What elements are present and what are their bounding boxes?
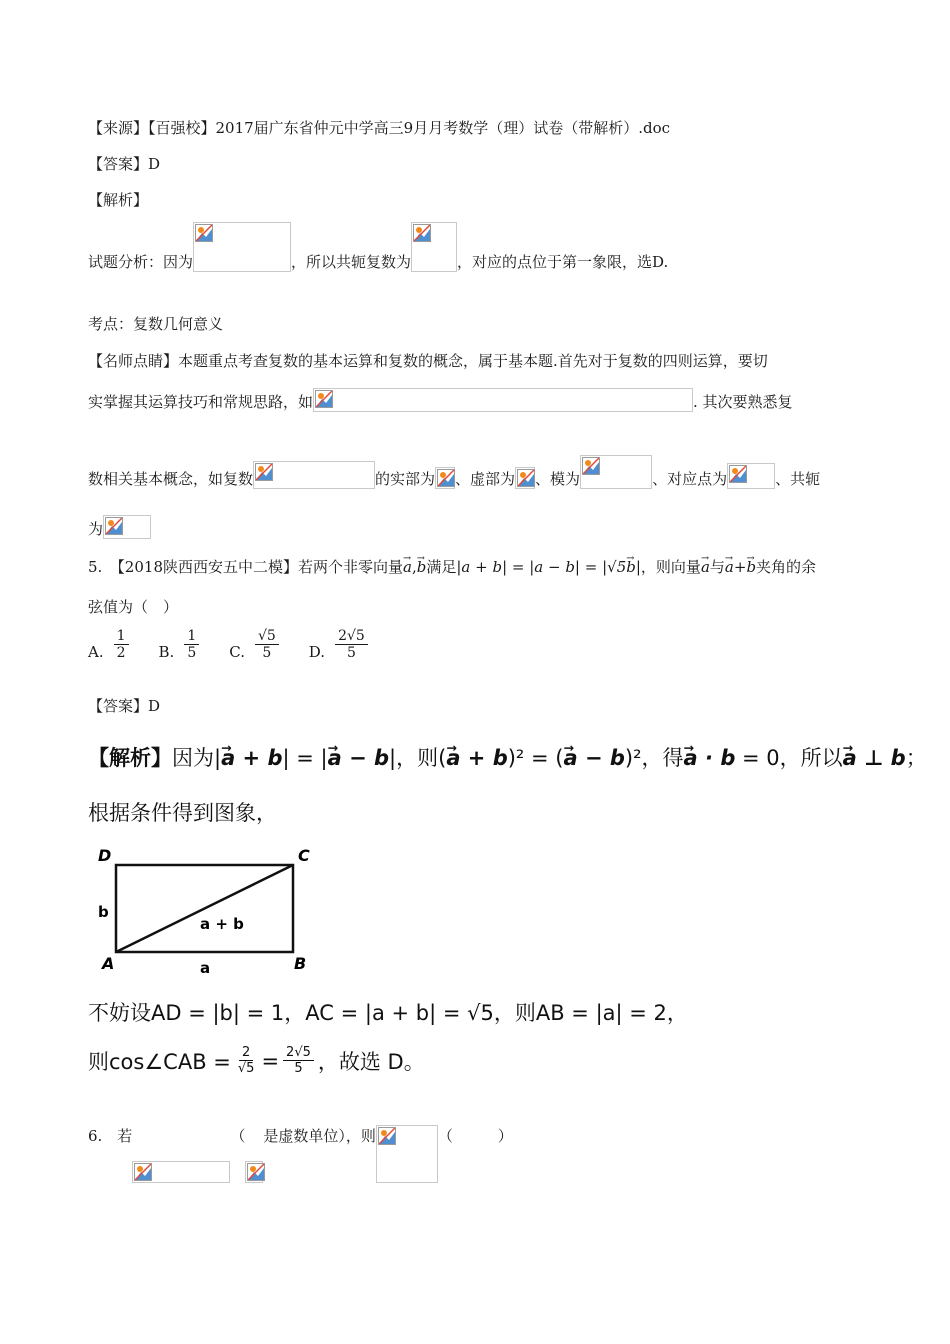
kaodian-line: 考点：复数几何意义 bbox=[88, 315, 224, 333]
label-d: D bbox=[98, 846, 112, 865]
frac-2sqrt5-over-5: $\frac{2√5}{5}$ bbox=[283, 1045, 314, 1076]
rectangle-diagram bbox=[92, 845, 332, 980]
analysis-line: 试题分析：因为 ，所以共轭复数为 ，对应的点位于第一象限，选D. bbox=[88, 222, 668, 272]
mingshi-line-4: 为 bbox=[88, 515, 151, 539]
broken-image-icon bbox=[245, 1161, 263, 1183]
broken-image-icon bbox=[313, 388, 693, 412]
option-d-frac: $\frac{2√5}{5}$ bbox=[335, 628, 368, 661]
option-a-frac: $\frac{1}{2}$ bbox=[114, 628, 129, 661]
label-a: A bbox=[102, 954, 115, 973]
option-b-frac: $\frac{1}{5}$ bbox=[184, 628, 199, 661]
option-c-frac: $\frac{√5}{5}$ bbox=[255, 628, 279, 661]
option-b-label: B. bbox=[158, 643, 175, 661]
mingshi-line-2: 实掌握其运算技巧和常规思路，如 . 其次要熟悉复 bbox=[88, 388, 793, 412]
broken-image-icon bbox=[580, 455, 652, 489]
label-b: B bbox=[294, 954, 307, 973]
broken-image-icon bbox=[253, 461, 375, 489]
solution-line-3: 不妨设AD = |b| = 1，AC = |a + b| = √5，则AB = |a| = 2， bbox=[88, 1001, 688, 1025]
broken-image-icon bbox=[435, 467, 455, 489]
broken-image-icon bbox=[193, 222, 291, 272]
source-line: 【来源】【百强校】2017届广东省仲元中学高三9月月考数学（理）试卷（带解析）.doc bbox=[88, 119, 671, 137]
analysis-1-label: 【解析】 bbox=[88, 191, 149, 209]
label-vec-a: a bbox=[200, 959, 211, 977]
solution-line-2: 根据条件得到图象， bbox=[88, 801, 277, 825]
option-a-label: A. bbox=[88, 643, 104, 661]
broken-image-icon bbox=[515, 467, 535, 489]
broken-image-icon bbox=[103, 515, 151, 539]
answer-2: 【答案】D bbox=[88, 697, 161, 715]
question-5: 5. 【2018陕西西安五中二模】若两个非零向量→ a,→ b满足|a + b| = |a − b| = |√5→ b|，则向量→ a与→ a+→ b夹角的余 bbox=[88, 556, 816, 577]
label-vec-b: b bbox=[98, 903, 109, 921]
options-row bbox=[88, 628, 372, 661]
question-5-cont: 弦值为（ ） bbox=[88, 598, 179, 616]
broken-image-icon bbox=[376, 1125, 438, 1183]
mingshi-line-3: 数相关基本概念，如复数 的实部为 、虚部为 、模为 、对应点为 、共轭 bbox=[88, 455, 820, 489]
label-vec-sum: a + b bbox=[200, 915, 244, 933]
diagonal-ac bbox=[116, 865, 293, 952]
label-c: C bbox=[298, 846, 310, 865]
broken-image-icon bbox=[411, 222, 457, 272]
solution-line-4: 则cos∠CAB = $\frac{2}{√5}$ = $\frac{2√5}{5}$ ，故选 D。 bbox=[88, 1045, 425, 1076]
answer-1: 【答案】D bbox=[88, 155, 161, 173]
option-c-label: C. bbox=[229, 643, 245, 661]
mingshi-line-1: 【名师点睛】本题重点考查复数的基本运算和复数的概念，属于基本题.首先对于复数的四则运算，要切 bbox=[88, 352, 768, 370]
broken-image-icon bbox=[132, 1161, 230, 1183]
option-d-label: D. bbox=[308, 643, 326, 661]
frac-2-over-sqrt5: $\frac{2}{√5}$ bbox=[237, 1045, 255, 1076]
question-6: 6. 若 （ 是虚数单位），则 （ ） bbox=[88, 1125, 513, 1183]
broken-image-icon bbox=[727, 463, 775, 489]
solution-line-1: 【解析】因为|→ a + b| = |→ a − b|，则(→ a + b)² = (→ a − b)²，得→ a · b = 0，所以→ a ⊥ b； bbox=[88, 742, 927, 772]
